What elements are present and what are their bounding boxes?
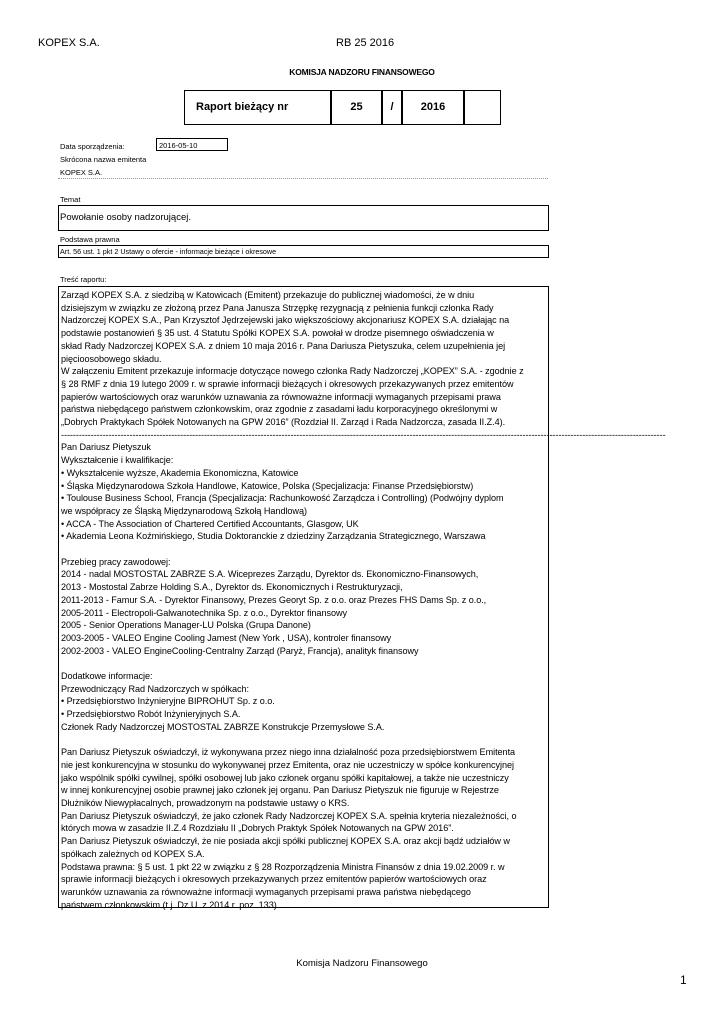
content-line: W załączeniu Emitent przekazuje informacje dotyczące nowego członka Rady Nadzorczej „KOPEX” S.A. - zgodnie z xyxy=(61,366,524,377)
content-line: Członek Rady Nadzorczej MOSTOSTAL ZABRZE Konstrukcje Przemysłowe S.A. xyxy=(61,721,385,732)
content-line: • ACCA - The Association of Chartered Certified Accountants, Glasgow, UK xyxy=(61,518,359,529)
content-line: państwa niebędącego państwem członkowskim, oraz zgodnie z zasadami ładu korporacyjnego określonymi w xyxy=(61,404,498,415)
content-label: Treść raportu: xyxy=(60,275,107,284)
content-line: Pan Dariusz Pietyszuk oświadczył, że nie posiada akcji spółki publicznej KOPEX S.A. oraz akcji bądź udziałów w xyxy=(61,836,510,847)
topic-label: Temat xyxy=(60,195,81,204)
content-line xyxy=(61,734,546,747)
content-line: nie jest konkurencyjna w stosunku do wykonywanej przez Emitenta, oraz nie uczestniczy w spółce konkurencyjnej xyxy=(61,759,514,770)
content-line: 2005-2011 - Electropoli-Galwanotechnika Sp. z o.o., Dyrektor finansowy xyxy=(61,607,347,618)
report-label: Raport bieżący nr xyxy=(196,101,289,113)
legal-label: Podstawa prawna xyxy=(60,235,120,244)
content-line: Pan Dariusz Pietyszuk oświadczył, iż wykonywana przez niego inna działalność poza przedsiębiorstwem Emitenta xyxy=(61,747,516,758)
footer: Komisja Nadzoru Finansowego xyxy=(296,958,428,969)
org-title: KOMISJA NADZORU FINANSOWEGO xyxy=(289,67,435,77)
legal-value: Art. 56 ust. 1 pkt 2 Ustawy o ofercie - informacje bieżące i okresowe xyxy=(60,247,277,256)
content-line: Przebieg pracy zawodowej: xyxy=(61,556,171,567)
content-line: sprawie informacji bieżących i okresowych przekazywanych przez emitentów papierów wartościowych oraz xyxy=(61,874,487,885)
report-extra-box xyxy=(464,90,501,125)
report-content xyxy=(58,286,666,910)
content-line: pięcioosobowego składu. xyxy=(61,353,162,364)
content-line: spółkach zależnych od KOPEX S.A. xyxy=(61,848,205,859)
content-line xyxy=(61,543,546,556)
content-line: • Przedsiębiorstwo Inżynieryjne BIPROHUT Sp. z o.o. xyxy=(61,696,275,707)
content-line: 2013 - Mostostal Zabrze Holding S.A., Dyrektor ds. Ekonomicznych i Restrukturyzacji, xyxy=(61,582,403,593)
content-line: Zarząd KOPEX S.A. z siedzibą w Katowicach (Emitent) przekazuje do publicznej wiadomości, że w dniu xyxy=(61,290,475,300)
content-line: § 28 RMF z dnia 19 lutego 2009 r. w sprawie informacji bieżących i okresowych przekazywanych przez emitentów xyxy=(61,378,514,389)
content-line: 2014 - nadal MOSTOSTAL ZABRZE S.A. Wiceprezes Zarządu, Dyrektor ds. Ekonomiczno-Finansowych, xyxy=(61,569,479,580)
content-line: • Śląska Międzynarodowa Szkoła Handlowe, Katowice, Polska (Specjalizacja: Finanse Przedsiębiorstw) xyxy=(61,480,474,491)
date-value: 2016-05-10 xyxy=(159,141,198,150)
content-line: • Wykształcenie wyższe, Akademia Ekonomiczna, Katowice xyxy=(61,467,299,478)
content-line xyxy=(61,657,546,670)
date-label: Data sporządzenia: xyxy=(60,142,125,151)
report-number: 25 xyxy=(350,101,363,113)
content-line: • Toulouse Business School, Francja (Specjalizacja: Rachunkowość Zarządcza i Controlling) (Podwójny dyplom xyxy=(61,493,504,504)
page-number: 1 xyxy=(680,973,687,987)
content-line: skład Rady Nadzorczej KOPEX S.A. z dniem 10 maja 2016 r. Pana Dariusza Pietyszuka, celem uzupełnienia jej xyxy=(61,340,506,351)
content-line: „Dobrych Praktykach Spółek Notowanych na GPW 2016” (Rozdział II. Zarząd i Rada Nadzorcza, zasada II.Z.4). xyxy=(61,417,506,428)
content-line: dzisiejszym w związku ze złożoną przez Pana Janusza Strzępkę rezygnacją z pełnienia funkcji członka Rady xyxy=(61,302,494,313)
content-line: • Akademia Leona Koźmińskiego, Studia Doktoranckie z dziedziny Zarządzania Strategicznego, Warszawa xyxy=(61,531,486,542)
content-line: 2011-2013 - Famur S.A. - Dyrektor Finansowy, Prezes Georyt Sp. z o.o. oraz Prezes FHS Dams Sp. z o.o., xyxy=(61,594,487,605)
content-line: Pan Dariusz Pietyszuk xyxy=(61,442,151,453)
content-line: Dodatkowe informacje: xyxy=(61,671,153,682)
content-line: Nadzorczej KOPEX S.A., Pan Krzysztof Jędrzejewski jako większościowy akcjonariusz KOPEX S.A. działając na xyxy=(61,315,510,326)
content-line: podstawie postanowień § 35 ust. 4 Statutu Spółki KOPEX S.A. powołał w drodze pisemnego oświadczenia w xyxy=(61,328,494,339)
content-line: Wykształcenie i kwalifikacje: xyxy=(61,455,174,466)
separator xyxy=(58,178,548,179)
content-line: 2002-2003 - VALEO EngineCooling-Centralny Zarząd (Paryż, Francja), analityk finansowy xyxy=(61,645,419,656)
content-line: warunków uznawania za równoważne informacji wymaganych przepisami prawa państwa niebędącego xyxy=(61,887,471,897)
report-year: 2016 xyxy=(420,101,446,113)
header-report-code: RB 25 2016 xyxy=(336,37,395,49)
content-line: • Przedsiębiorstwo Robót Inżynieryjnych S.A. xyxy=(61,709,241,720)
content-line: których mowa w zasadzie II.Z.4 Rozdziału II „Dobrych Praktyk Spółek Notowanych na GPW 2016”. xyxy=(61,823,454,834)
content-line: papierów wartościowych oraz warunków uznawania za równoważne informacji wymaganych przepisami prawa xyxy=(61,391,501,402)
content-line: 2005 - Senior Operations Manager-LU Polska (Grupa Danone) xyxy=(61,620,311,631)
issuer-label: Skrócona nazwa emitenta xyxy=(60,155,147,164)
content-line: Przewodniczący Rad Nadzorczych w spółkach: xyxy=(61,683,249,694)
content-line: Pan Dariusz Pietyszuk oświadczył, że jako członek Rady Nadzorczej KOPEX S.A. spełnia kryteria niezależności, o xyxy=(61,810,517,821)
header-company: KOPEX S.A. xyxy=(38,37,100,49)
content-line: 2003-2005 - VALEO Engine Cooling Jamest (New York , USA), kontroler finansowy xyxy=(61,632,392,643)
report-slash: / xyxy=(390,101,394,113)
content-line: jako wspólnik spółki cywilnej, spółki osobowej lub jako członek organu spółki kapitałowej, a także nie uczestniczy xyxy=(61,772,509,783)
topic-value: Powołanie osoby nadzorującej. xyxy=(60,212,191,223)
content-line: we współpracy ze Śląską Międzynarodową Szkołą Handlową) xyxy=(61,505,307,516)
content-line: Dłużników Niewypłacalnych, prowadzonym na podstawie ustawy o KRS. xyxy=(61,798,350,809)
content-line: Podstawa prawna: § 5 ust. 1 pkt 22 w związku z § 28 Rozporządzenia Ministra Finansów z dnia 19.02.2009 r. w xyxy=(61,861,505,872)
content-line: w innej konkurencyjnej osobie prawnej jako członek jej organu. Pan Dariusz Pietyszuk nie figuruje w Rejestrze xyxy=(61,785,499,796)
content-line: państwem członkowskim (t.j. Dz.U. z 2014 r. poz. 133). xyxy=(61,899,280,910)
content-line: ----------------------------------------------------------------------------------------------------------------------------------------------------------------------------------------------------------- xyxy=(61,429,666,440)
issuer-value: KOPEX S.A. xyxy=(60,168,103,177)
